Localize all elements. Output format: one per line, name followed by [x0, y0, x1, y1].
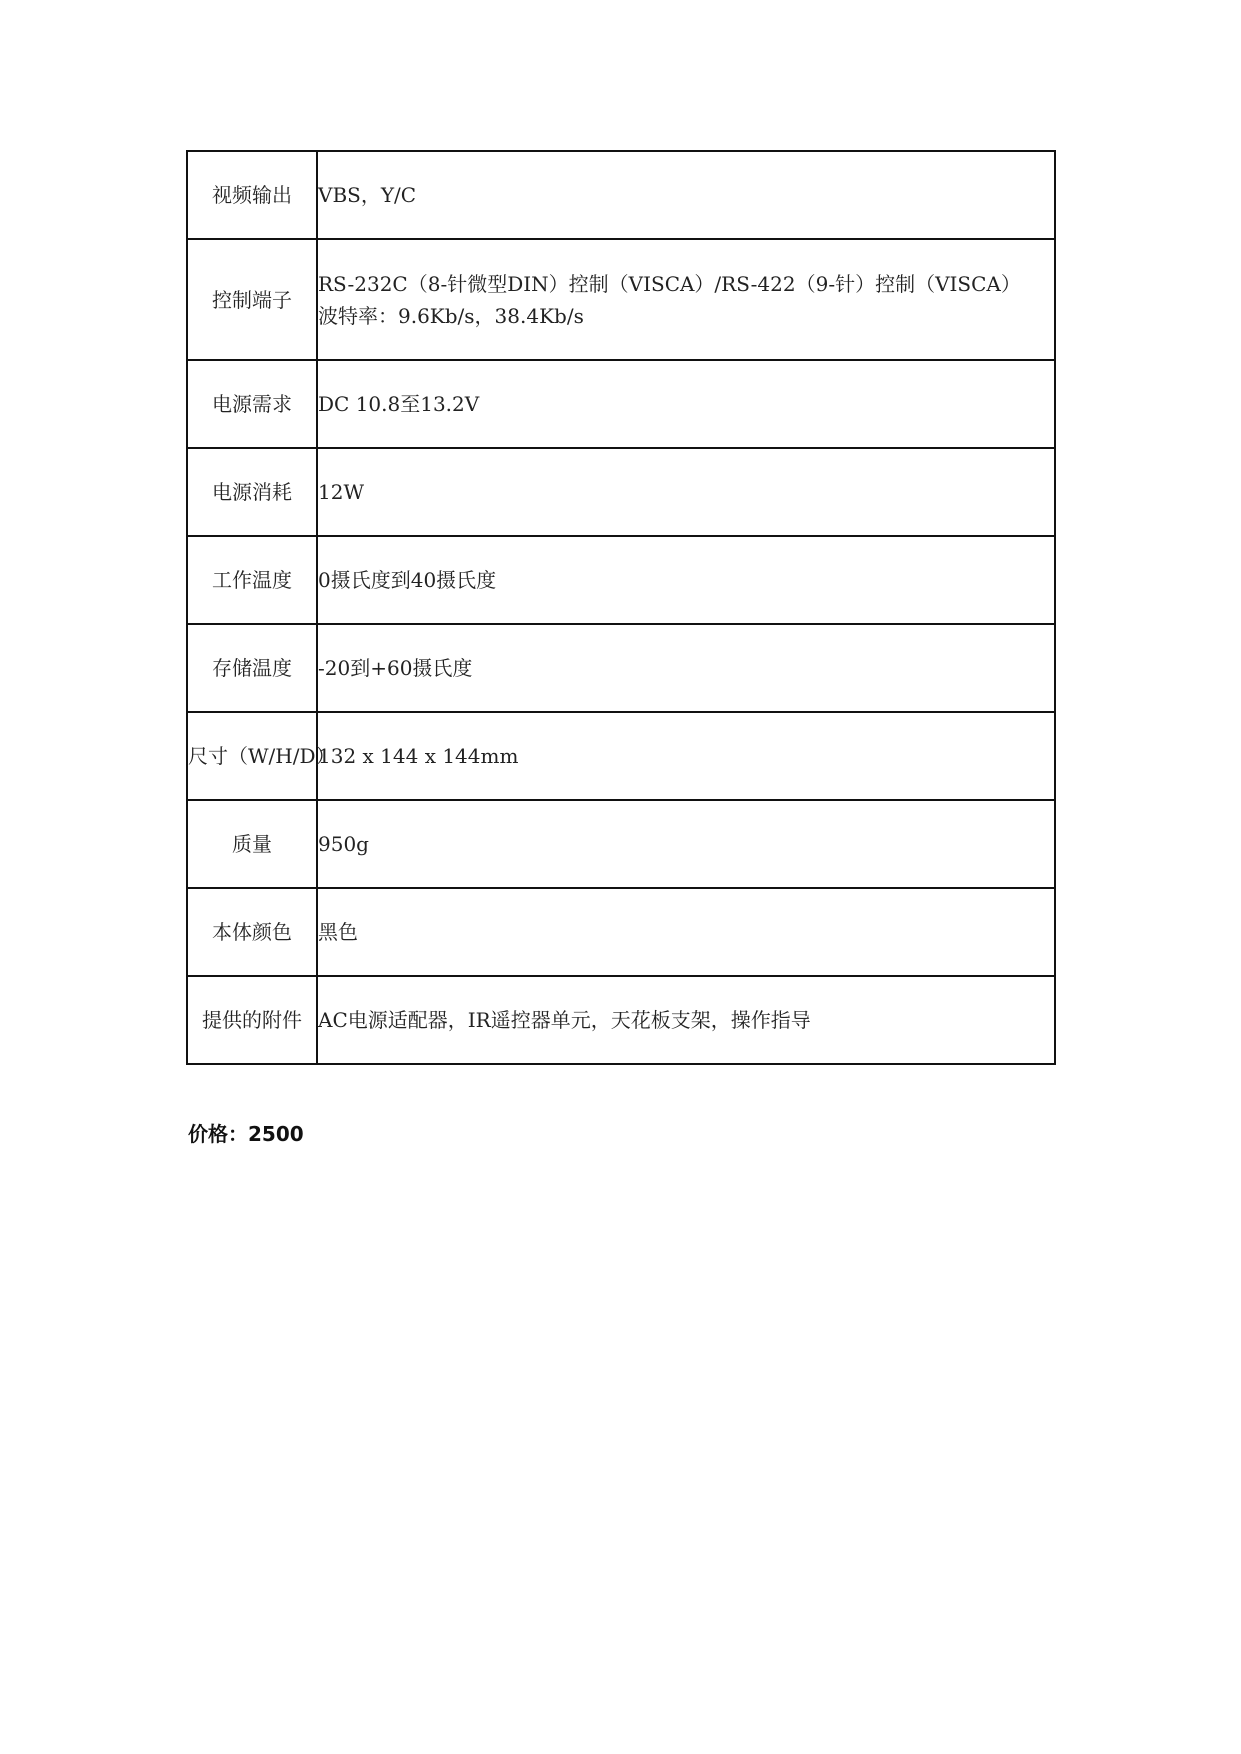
spec-value-line: VBS，Y/C	[318, 183, 417, 207]
spec-value	[317, 239, 1055, 360]
spec-table	[186, 150, 1056, 1065]
table-row	[187, 448, 1055, 536]
spec-value	[317, 888, 1055, 976]
spec-value	[317, 712, 1055, 800]
spec-value-line: 132 x 144 x 144mm	[318, 744, 519, 768]
spec-value-line: DC 10.8至13.2V	[318, 392, 480, 416]
spec-value-line: 950g	[318, 832, 369, 856]
spec-value-line: AC电源适配器，IR遥控器单元，天花板支架，操作指导	[318, 1008, 811, 1032]
price-value: 2500	[248, 1122, 304, 1146]
spec-value	[317, 800, 1055, 888]
spec-label: 控制端子	[187, 239, 317, 360]
spec-label: 电源需求	[187, 360, 317, 448]
spec-label: 存储温度	[187, 624, 317, 712]
spec-value	[317, 151, 1055, 239]
table-row	[187, 712, 1055, 800]
spec-value-line: 波特率：9.6Kb/s，38.4Kb/s	[318, 303, 584, 328]
table-row	[187, 239, 1055, 360]
spec-value-line: 12W	[318, 480, 365, 504]
spec-value-line: 0摄氏度到40摄氏度	[318, 568, 497, 592]
spec-label: 提供的附件	[187, 976, 317, 1064]
spec-value	[317, 624, 1055, 712]
table-row	[187, 976, 1055, 1064]
spec-value	[317, 536, 1055, 624]
spec-value-line: 黑色	[318, 920, 358, 944]
table-row	[187, 624, 1055, 712]
spec-label: 电源消耗	[187, 448, 317, 536]
spec-label: 尺寸（W/H/D）	[187, 712, 317, 800]
spec-value	[317, 448, 1055, 536]
spec-label: 质量	[187, 800, 317, 888]
spec-label: 视频输出	[187, 151, 317, 239]
table-row	[187, 888, 1055, 976]
spec-value-line: -20到+60摄氏度	[318, 656, 473, 680]
table-row	[187, 360, 1055, 448]
price-line	[188, 1118, 304, 1147]
price-label: 价格：	[188, 1122, 248, 1146]
table-row	[187, 800, 1055, 888]
spec-value	[317, 976, 1055, 1064]
spec-label: 工作温度	[187, 536, 317, 624]
spec-value-line: RS-232C（8-针微型DIN）控制（VISCA）/RS-422（9-针）控制（VISCA）	[318, 271, 1021, 296]
spec-label: 本体颜色	[187, 888, 317, 976]
table-row	[187, 536, 1055, 624]
spec-value	[317, 360, 1055, 448]
table-row	[187, 151, 1055, 239]
